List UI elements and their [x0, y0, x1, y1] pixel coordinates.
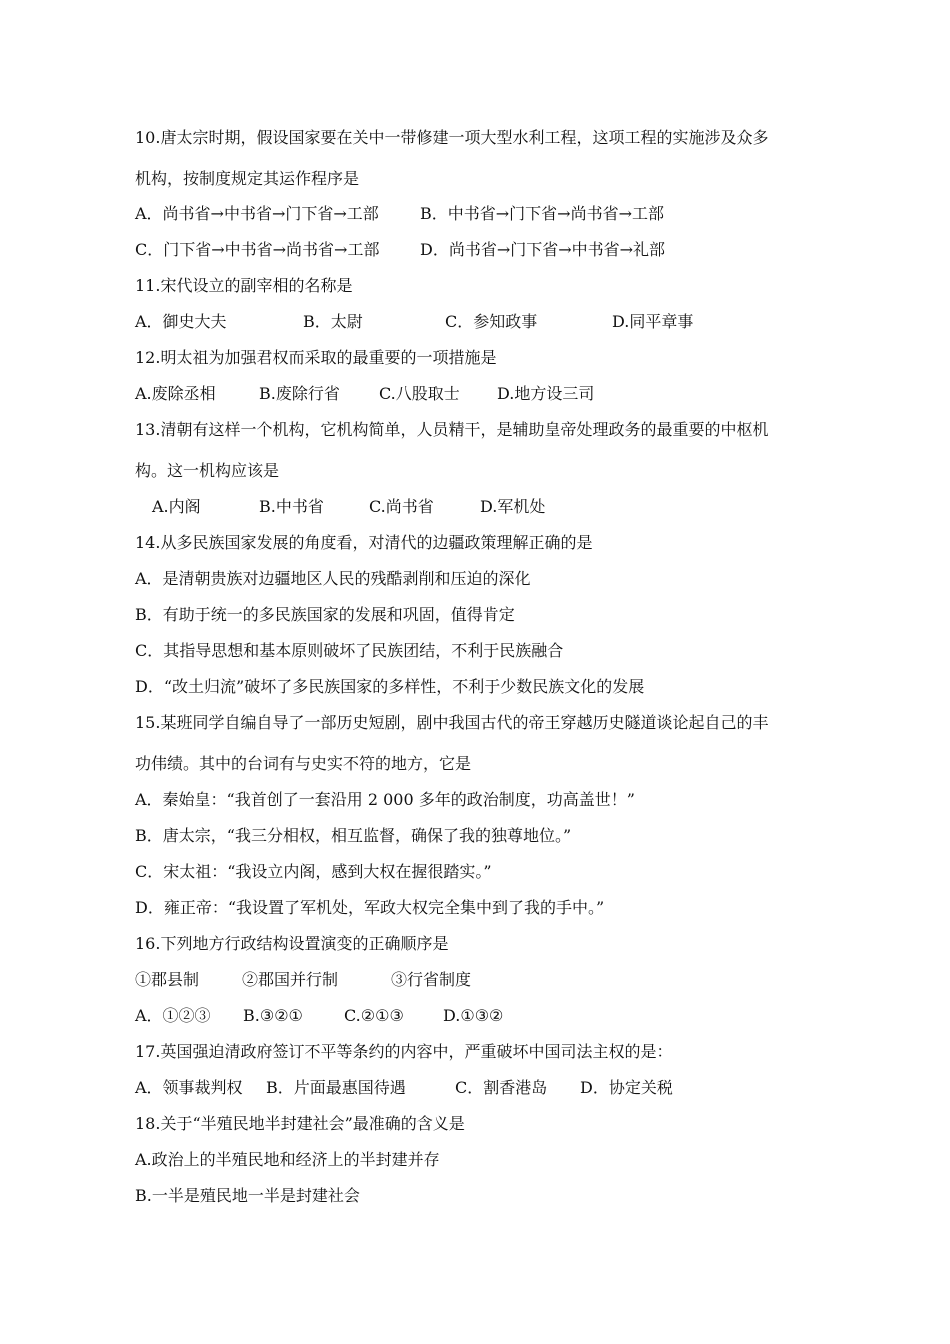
question-14-option-a: A．是清朝贵族对边疆地区人民的残酷剥削和压迫的深化: [135, 569, 531, 588]
question-15-stem-cont: 功伟绩。其中的台词有与史实不符的地方，它是: [135, 754, 472, 773]
question-15-option-d: D．雍正帝：“我设置了军机处，军政大权完全集中到了我的手中。”: [135, 898, 605, 917]
question-14-option-d: D．“改土归流”破坏了多民族国家的多样性，不利于少数民族文化的发展: [135, 677, 645, 696]
question-10-stem: 10.唐太宗时期，假设国家要在关中一带修建一项大型水利工程，这项工程的实施涉及众多: [135, 128, 769, 147]
question-10-option-c: C．门下省→中书省→尚书省→工部: [135, 240, 380, 259]
question-17-option-d: D．协定关税: [580, 1078, 673, 1097]
question-13-stem: 13.清朝有这样一个机构，它机构简单，人员精干，是辅助皇帝处理政务的最重要的中枢机: [135, 420, 769, 439]
question-17-option-b: B．片面最惠国待遇: [266, 1078, 406, 1097]
question-17-option-c: C．割香港岛: [455, 1078, 548, 1097]
question-18-stem: 18.关于“半殖民地半封建社会”最准确的含义是: [135, 1114, 465, 1133]
question-16-option-c: C.②①③: [344, 1006, 404, 1025]
question-12-option-c: C.八股取士: [379, 384, 460, 403]
question-10-option-d: D．尚书省→门下省→中书省→礼部: [420, 240, 666, 259]
question-13-option-c: C.尚书省: [369, 497, 434, 516]
question-15-option-c: C．宋太祖：“我设立内阁，感到大权在握很踏实。”: [135, 862, 492, 881]
question-12-option-a: A.废除丞相: [135, 384, 216, 403]
question-11-option-b: B．太尉: [303, 312, 363, 331]
question-14-option-b: B．有助于统一的多民族国家的发展和巩固，值得肯定: [135, 605, 515, 624]
question-16-item-3: ③行省制度: [391, 970, 472, 989]
question-16-item-2: ②郡国并行制: [242, 970, 339, 989]
question-16-option-a: A．①②③: [135, 1006, 211, 1025]
question-16-item-1: ①郡县制: [135, 970, 200, 989]
question-10-option-a: A．尚书省→中书省→门下省→工部: [135, 204, 379, 223]
question-14-stem: 14.从多民族国家发展的角度看，对清代的边疆政策理解正确的是: [135, 533, 593, 552]
question-15-stem: 15.某班同学自编自导了一部历史短剧，剧中我国古代的帝王穿越历史隧道谈论起自己的丰: [135, 713, 769, 732]
question-11-option-d: D.同平章事: [612, 312, 694, 331]
question-17-option-a: A．领事裁判权: [135, 1078, 243, 1097]
question-12-stem: 12.明太祖为加强君权而采取的最重要的一项措施是: [135, 348, 497, 367]
question-16-option-b: B.③②①: [243, 1006, 303, 1025]
question-18-option-b: B.一半是殖民地一半是封建社会: [135, 1186, 360, 1205]
question-13-stem-cont: 构。这一机构应该是: [135, 461, 280, 480]
question-13-option-d: D.军机处: [480, 497, 546, 516]
question-13-option-b: B.中书省: [259, 497, 324, 516]
question-16-stem: 16.下列地方行政结构设置演变的正确顺序是: [135, 934, 449, 953]
question-10-stem-cont: 机构，按制度规定其运作程序是: [135, 169, 360, 188]
question-13-option-a: A.内阁: [152, 497, 201, 516]
question-15-option-b: B．唐太宗，“我三分相权，相互监督，确保了我的独尊地位。”: [135, 826, 572, 845]
question-18-option-a: A.政治上的半殖民地和经济上的半封建并存: [135, 1150, 440, 1169]
question-11-option-a: A．御史大夫: [135, 312, 227, 331]
question-10-option-b: B．中书省→门下省→尚书省→工部: [420, 204, 664, 223]
question-16-option-d: D.①③②: [443, 1006, 504, 1025]
question-12-option-b: B.废除行省: [259, 384, 340, 403]
question-11-stem: 11.宋代设立的副宰相的名称是: [135, 276, 353, 295]
question-15-option-a: A．秦始皇：“我首创了一套沿用 2 000 多年的政治制度，功高盖世！”: [135, 790, 635, 809]
question-12-option-d: D.地方设三司: [497, 384, 595, 403]
question-14-option-c: C．其指导思想和基本原则破坏了民族团结，不利于民族融合: [135, 641, 564, 660]
question-17-stem: 17.英国强迫清政府签订不平等条约的内容中，严重破坏中国司法主权的是：: [135, 1042, 673, 1061]
question-11-option-c: C．参知政事: [445, 312, 538, 331]
